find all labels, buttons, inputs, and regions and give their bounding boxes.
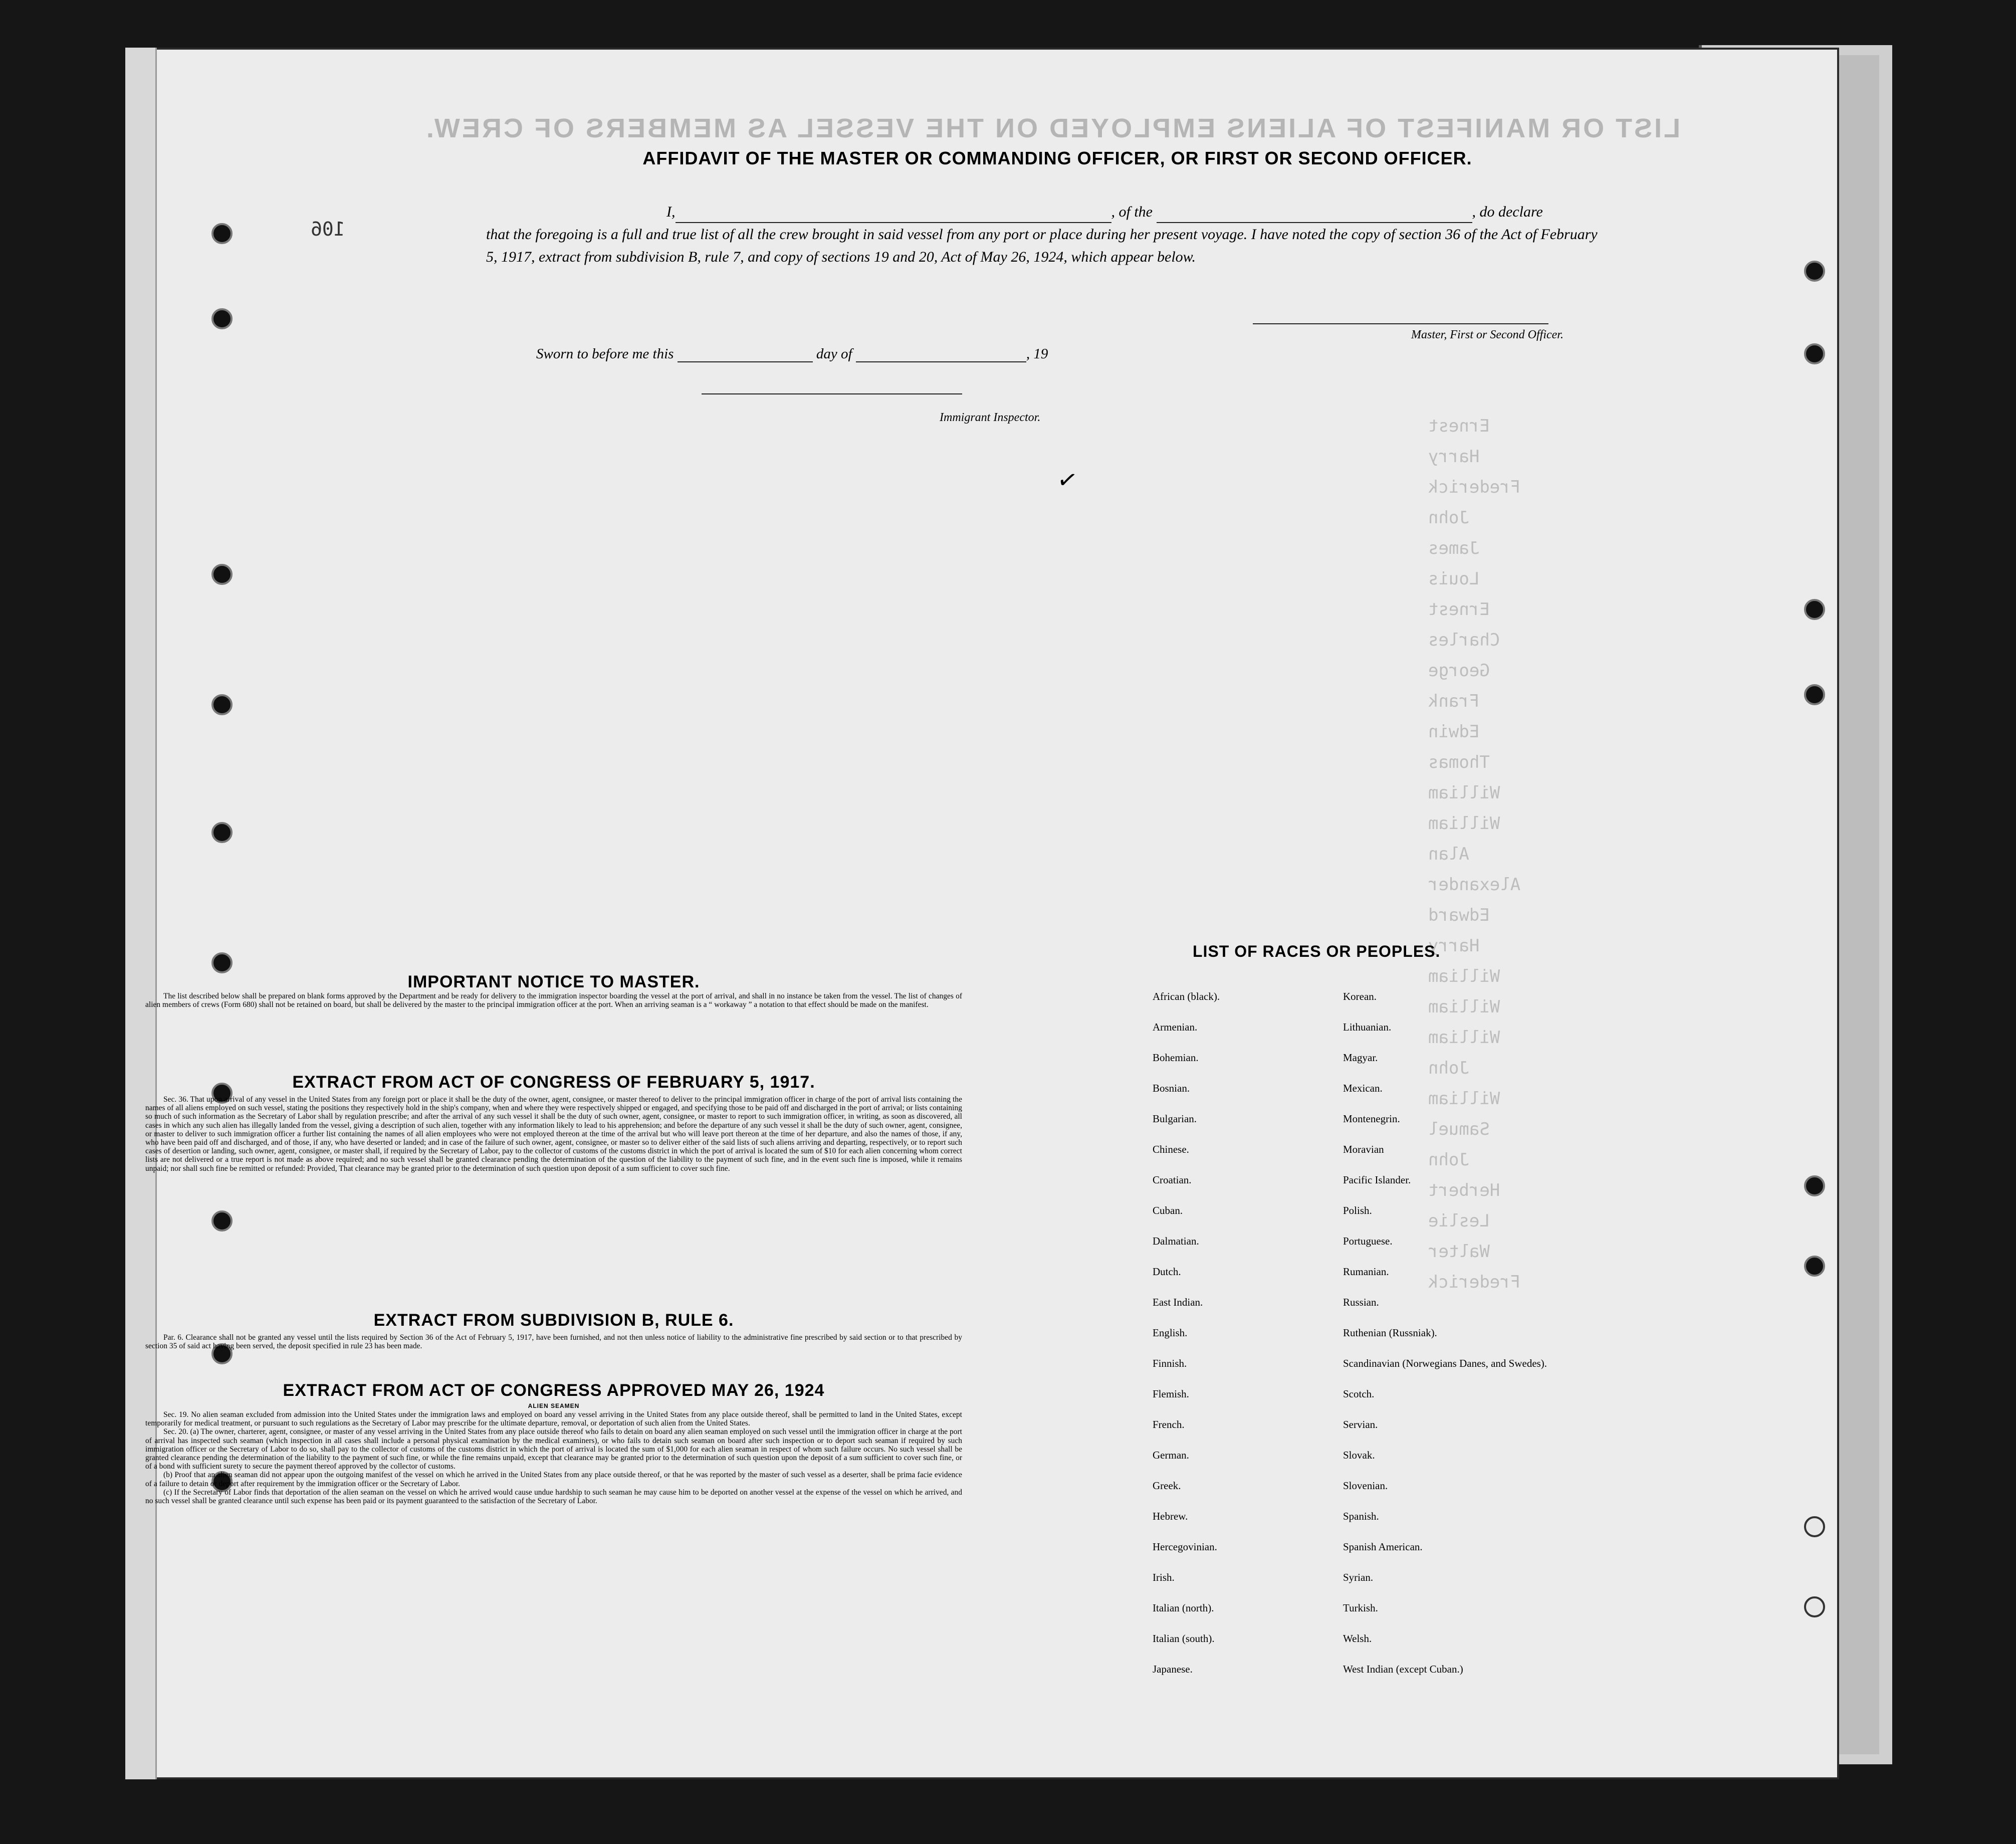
race-entry: German. xyxy=(1153,1449,1189,1461)
day-blank xyxy=(678,361,813,362)
bleed-through-row: John xyxy=(1428,1058,1469,1078)
bleed-through-row: William xyxy=(1428,813,1500,834)
races-column-1 xyxy=(1153,990,1220,1693)
bleed-through-row: Louis xyxy=(1428,569,1480,589)
binder-hole xyxy=(211,952,233,973)
binder-hole xyxy=(1804,343,1825,364)
race-entry: Italian (south). xyxy=(1153,1632,1215,1645)
race-entry: Syrian. xyxy=(1343,1571,1374,1583)
inspector-caption: Immigrant Inspector. xyxy=(940,411,1041,424)
race-entry: Greek. xyxy=(1153,1480,1181,1492)
extract-1917-title: EXTRACT FROM ACT OF CONGRESS OF FEBRUARY 5, 1917. xyxy=(292,1073,815,1092)
bleed-through-row: Ernest xyxy=(1428,416,1490,436)
bleed-through-row: Charles xyxy=(1428,630,1500,650)
bleed-through-row: Walter xyxy=(1428,1242,1490,1262)
binder-hole xyxy=(211,694,233,715)
race-entry: Dalmatian. xyxy=(1153,1235,1199,1247)
race-entry: Slovak. xyxy=(1343,1449,1375,1461)
race-entry: Cuban. xyxy=(1153,1204,1183,1216)
race-entry: Japanese. xyxy=(1153,1663,1193,1675)
race-entry: Montenegrin. xyxy=(1343,1113,1400,1125)
race-entry: Mexican. xyxy=(1343,1082,1383,1094)
important-notice xyxy=(145,972,962,1009)
race-entry: Finnish. xyxy=(1153,1357,1187,1369)
sec-20c-text: (c) If the Secretary of Labor finds that deportation of the alien seaman on the vessel on which he arrived would cause undue hardship to such seaman he may cause him to be deported on another vessel at the expense of the vessel on which he arrived, and no such vessel shall be granted clearance until such expense has been paid or its payment guaranteed to the satisfaction of the Secretary of Labor. xyxy=(145,1488,962,1506)
binder-hole xyxy=(1804,599,1825,620)
race-entry: Scotch. xyxy=(1343,1388,1375,1400)
binder-hole xyxy=(1804,1516,1825,1537)
race-entry: East Indian. xyxy=(1153,1296,1203,1308)
notice-text: The list described below shall be prepared on blank forms approved by the Department and be ready for delivery to the immigration inspector boarding the vessel at the port of arrival, and shall in no instance be taken from the vessel. The list of changes of alien members of crews (Form 680) shall not be retained on board, but shall be delivered by the master to the principal immigration officer at the port. When an arriving seaman is a “ workaway ” a notation to that effect should be made on the manifest. xyxy=(145,992,962,1009)
rule-6-text: Par. 6. Clearance shall not be granted any vessel until the lists required by Section 36 of the Act of February 5, 1917, have been furnished, and not then unless notice of liability to the administrative fine prescribed by said section or to that prescribed by section 35 of said act having been served, the deposit specified in rule 23 has been made. xyxy=(145,1333,962,1351)
extract-1924-subtitle: ALIEN SEAMEN xyxy=(528,1402,580,1409)
race-entry: Hebrew. xyxy=(1153,1510,1188,1522)
race-entry: Armenian. xyxy=(1153,1021,1198,1033)
rule-6-title: EXTRACT FROM SUBDIVISION B, RULE 6. xyxy=(373,1311,734,1330)
race-entry: Polish. xyxy=(1343,1204,1372,1216)
binder-hole xyxy=(1804,1256,1825,1277)
bleed-through-row: James xyxy=(1428,538,1480,558)
bleed-through-row: Harry xyxy=(1428,936,1480,956)
binder-hole xyxy=(1804,1596,1825,1617)
binder-hole xyxy=(211,308,233,329)
races-title: LIST OF RACES OR PEOPLES. xyxy=(1193,942,1441,960)
race-entry: English. xyxy=(1153,1327,1188,1339)
bleed-through-row: William xyxy=(1428,997,1500,1017)
bleed-through-row: Edward xyxy=(1428,905,1490,925)
race-entry: Bulgarian. xyxy=(1153,1113,1197,1125)
race-entry: Rumanian. xyxy=(1343,1266,1389,1278)
bleed-through-row: John xyxy=(1428,1150,1469,1170)
binder-hole xyxy=(1804,1175,1825,1196)
race-entry: West Indian (except Cuban.) xyxy=(1343,1663,1463,1675)
race-entry: African (black). xyxy=(1153,990,1220,1002)
bleed-through-row: Frederick xyxy=(1428,1272,1521,1292)
binder-hole xyxy=(211,1210,233,1232)
bleed-through-row: Samuel xyxy=(1428,1119,1490,1139)
race-entry: Spanish. xyxy=(1343,1510,1379,1522)
race-entry: Servian. xyxy=(1343,1418,1378,1430)
race-entry: Croatian. xyxy=(1153,1174,1192,1186)
bleed-through-row: Frederick xyxy=(1428,477,1521,497)
bleed-through-row: Frank xyxy=(1428,691,1480,711)
bleed-through-row: William xyxy=(1428,1028,1500,1048)
sworn-prefix: Sworn to before me this xyxy=(536,346,674,362)
binder-hole xyxy=(211,564,233,585)
bleed-through-row: Ernest xyxy=(1428,599,1490,620)
race-entry: Welsh. xyxy=(1343,1632,1372,1645)
month-blank xyxy=(856,361,1026,362)
extract-1924-title: EXTRACT FROM ACT OF CONGRESS APPROVED MAY 26, 1924 xyxy=(283,1381,825,1400)
binder-hole xyxy=(1804,684,1825,705)
race-entry: Dutch. xyxy=(1153,1266,1181,1278)
check-mark: ✓ xyxy=(1055,465,1080,496)
bleed-through-row: Alexander xyxy=(1428,875,1521,895)
bleed-through-row: Edwin xyxy=(1428,722,1480,742)
sec-19-text: Sec. 19. No alien seaman excluded from admission into the United States under the immigration laws and employed on board any vessel arriving in the United States from any place outside thereof, shall be permitted to land in the United States, except temporarily for medical treatment, or pursuant to such regulations as the Secretary of Labor may prescribe for the ultimate departure, removal, or deportation of such alien from the United States. xyxy=(145,1410,962,1428)
affidavit-body: that the foregoing is a full and true list of all the crew brought in said vessel from any port or place during her present voyage. I have noted the copy of section 36 of the Act of February 5, 1917, extract from subdivision B, rule 7, and copy of sections 19 and 20, Act of May 26, 1924, which appear below. xyxy=(486,226,1598,265)
bleed-through-row: William xyxy=(1428,1089,1500,1109)
race-entry: Slovenian. xyxy=(1343,1480,1388,1492)
race-entry: Bosnian. xyxy=(1153,1082,1190,1094)
race-entry: Ruthenian (Russniak). xyxy=(1343,1327,1437,1339)
extract-1917-text: Sec. 36. That upon arrival of any vessel in the United States from any foreign port or place it shall be the duty of the owner, agent, consignee, or master thereof to deliver to the principal immigration officer in charge of the port of arrival lists containing the names of all aliens employed on such vessel, stating the positions they respectively hold in the ship's company, when and where they were respectively shipped or engaged, and specifying those to be paid off and discharged in the port of arrival; or lists containing so much of such information as the Secretary of Labor shall by regulation prescribe; and after the arrival of any such vessel it shall be the duty of such owner, agent, consignee, or master to report to such immigration officer, in writing, as soon as discovered, all cases in which any such alien has illegally landed from the vessel, giving a description of such alien, together with any information likely to lead to his apprehension; and before the departure of any such vessel it shall be the duty of such owner, agent, consignee, or master to deliver to such immigration officer a further list containing the names of all alien employees who were not employed thereon at the time of the arrival but who will leave port thereon at the time of her departure, and also the names of those, if any, who have been paid off and discharged, and of those, if any, who have deserted or landed; and in case of the failure of such owner, agent, consignee, or master so to deliver either of the said lists of such aliens arriving and departing, respectively, or to report such cases of desertion or landing, such owner, agent, consignee, or master shall, if required by the Secretary of Labor, pay to the collector of customs of the customs district in which the port of arrival is located the sum of $10 for each alien concerning whom correct lists are not delivered or a true report is not made as above required; and no such vessel shall be granted clearance pending the determination of the question of the liability to the payment of such fine, and in the event such fine is imposed, while it remains unpaid; nor shall such fine be remitted or refunded: Provided, That clearance may be granted prior to the determination of such question upon deposit of a sum sufficient to cover such fine. xyxy=(145,1095,962,1173)
manifest-page xyxy=(125,48,1839,1779)
binding-edge xyxy=(125,48,157,1779)
race-entry: French. xyxy=(1153,1418,1185,1430)
margin-mark: 106 xyxy=(311,218,345,240)
sworn-day-of: day of xyxy=(816,346,852,362)
bleed-through-row: Thomas xyxy=(1428,752,1490,772)
affidavit-declare: , do declare xyxy=(1472,203,1543,220)
race-entry: Lithuanian. xyxy=(1343,1021,1392,1033)
race-entry: Russian. xyxy=(1343,1296,1379,1308)
affidavit-of-the: , of the xyxy=(1111,203,1153,220)
races-column-2 xyxy=(1343,990,1553,1693)
bleed-through-row: Harry xyxy=(1428,447,1480,467)
binder-hole xyxy=(1804,261,1825,282)
race-entry: Chinese. xyxy=(1153,1143,1189,1155)
sworn-line xyxy=(536,346,1048,362)
binder-hole xyxy=(211,223,233,244)
race-entry: Moravian xyxy=(1343,1143,1384,1155)
extract-1917 xyxy=(145,1073,962,1173)
bleed-through-row: John xyxy=(1428,508,1469,528)
race-entry: Pacific Islander. xyxy=(1343,1174,1411,1186)
inspector-signature-line xyxy=(702,393,962,394)
race-entry: Hercegovinian. xyxy=(1153,1541,1217,1553)
race-entry: Italian (north). xyxy=(1153,1602,1214,1614)
race-entry: Portuguese. xyxy=(1343,1235,1393,1247)
race-entry: Magyar. xyxy=(1343,1052,1378,1064)
extract-1924 xyxy=(145,1381,962,1505)
sec-20a-text: Sec. 20. (a) The owner, charterer, agent, consignee, or master of any vessel arriving in the United States from any place outside thereof who fails to detain on board any alien seaman employed on such vessel until the immigration officer in charge at the port of arrival has inspected such seaman (which inspection in all cases shall include a personal physical examination by the medical examiners), or who fails to detain such seaman on board after such inspection or to deport such seaman if required by such immigration officer or the Secretary of Labor to do so, shall pay to the collector of customs of the customs district in which the port of arrival is located the sum of $1,000 for each alien seaman in respect of whom such failure occurs. No such vessel shall be granted clearance pending the determination of the liability to the payment of such fine, or while the fine remains unpaid, except that clearance may be granted prior to the determination of such question upon the deposit of a sum sufficient to cover such fine, or of a bond with sufficient surety to secure the payment thereof approved by the collector of customs. xyxy=(145,1427,962,1471)
bleed-through-row: William xyxy=(1428,966,1500,986)
affidavit-title: AFFIDAVIT OF THE MASTER OR COMMANDING OFFICER, OR FIRST OR SECOND OFFICER. xyxy=(642,148,1472,168)
master-signature-caption: Master, First or Second Officer. xyxy=(1411,328,1563,341)
bleed-through-row: William xyxy=(1428,783,1500,803)
affidavit-i: I, xyxy=(666,203,676,220)
binder-hole xyxy=(211,822,233,843)
bleed-through-title: LIST OR MANIFEST OF ALIENS EMPLOYED ON THE VESSEL AS MEMBERS OF CREW. xyxy=(424,113,1681,143)
bleed-through-row: George xyxy=(1428,661,1490,681)
notice-title: IMPORTANT NOTICE TO MASTER. xyxy=(407,972,700,991)
race-entry: Turkish. xyxy=(1343,1602,1378,1614)
race-entry: Korean. xyxy=(1343,990,1377,1002)
bleed-through-row: Alan xyxy=(1428,844,1469,864)
sworn-year: , 19 xyxy=(1026,346,1048,362)
race-entry: Bohemian. xyxy=(1153,1052,1199,1064)
bleed-through-row: Leslie xyxy=(1428,1211,1490,1231)
sec-20b-text: (b) Proof that an alien seaman did not appear upon the outgoing manifest of the vessel on which he arrived in the United States from any place outside thereof, or that he was reported by the master of such vessel as a deserter, shall be prima facie evidence of a failure to detain or deport after requirement by the immigration officer or the Secretary of Labor. xyxy=(145,1471,962,1488)
master-signature-line xyxy=(1253,323,1548,324)
race-entry: Scandinavian (Norwegians Danes, and Swedes). xyxy=(1343,1357,1547,1369)
race-entry: Flemish. xyxy=(1153,1388,1189,1400)
affidavit-text xyxy=(486,200,1599,268)
bleed-through-row: Herbert xyxy=(1428,1180,1500,1200)
extract-rule-6 xyxy=(145,1311,962,1350)
race-entry: Irish. xyxy=(1153,1571,1175,1583)
race-entry: Spanish American. xyxy=(1343,1541,1423,1553)
